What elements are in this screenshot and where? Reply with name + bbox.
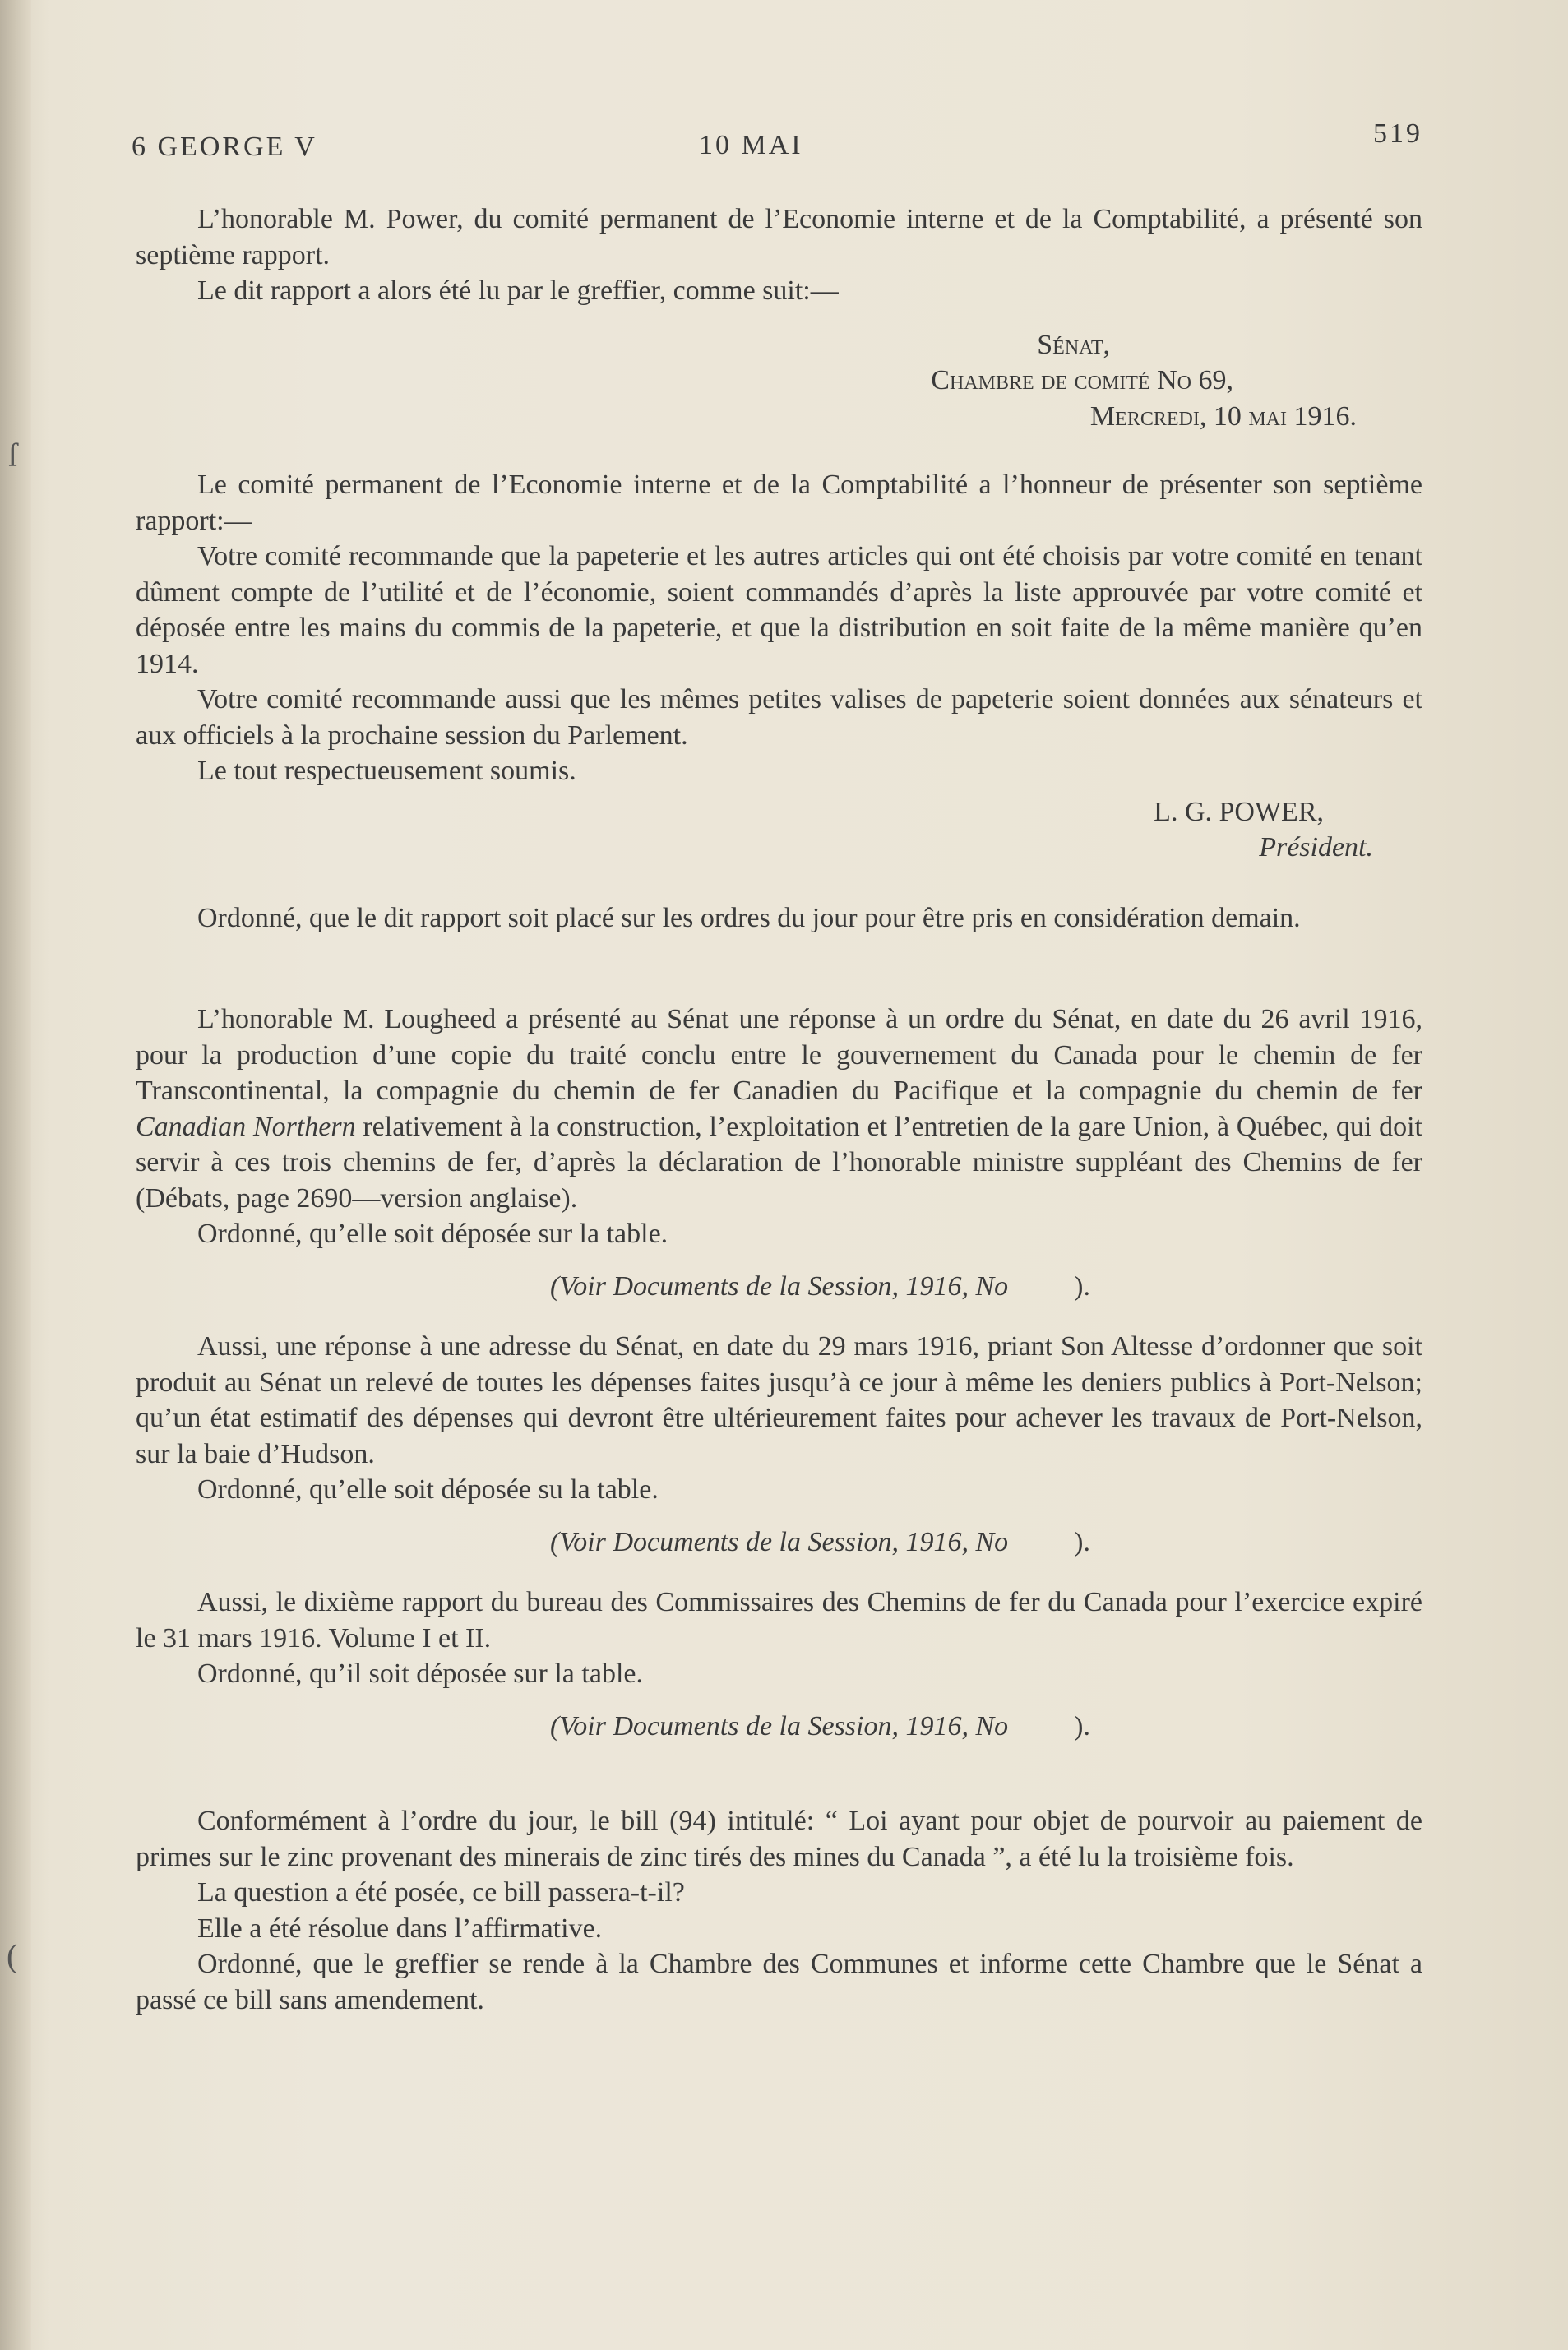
bill-paragraph: Conformément à l’ordre du jour, le bill (94) intitulé: “ Loi ayant pour objet de pourvoir au paiement de primes sur le zinc provenant des minerais de zinc tirés des mines du Canada ”, a été lu la troisième fois. xyxy=(136,1806,1422,1872)
report-heading-date: Mercredi, 10 mai 1916. xyxy=(1089,400,1357,432)
document-reference xyxy=(218,1709,1422,1745)
lougheed-paragraph xyxy=(136,1002,1422,1216)
report-paragraph: Le comité permanent de l’Economie interne et de la Comptabilité a l’honneur de présenter son septième rapport:— xyxy=(136,470,1422,536)
order-paragraph: Ordonné, qu’elle soit déposée su la table. xyxy=(197,1474,659,1505)
bill-paragraph: Elle a été résolue dans l’affirmative. xyxy=(197,1913,603,1944)
document-reference-text: (Voir Documents de la Session, 1916, No xyxy=(549,1526,1009,1557)
document-reference xyxy=(218,1269,1422,1305)
page-body xyxy=(136,201,1422,2018)
lougheed-company-name: Canadian Northern xyxy=(136,1111,356,1142)
intro-paragraph: L’honorable M. Power, du comité permanent de l’Economie interne et de la Comptabilité, a présenté son septième rapport. xyxy=(136,204,1422,271)
report-paragraph: Le tout respectueusement soumis. xyxy=(197,756,576,786)
order-paragraph: Ordonné, qu’il soit déposée sur la table. xyxy=(197,1658,643,1689)
margin-mark: ( xyxy=(7,1937,18,1974)
document-reference-text: (Voir Documents de la Session, 1916, No xyxy=(549,1270,1009,1302)
report-heading-senat: Sénat, xyxy=(1037,329,1110,360)
document-reference xyxy=(218,1524,1422,1561)
running-header xyxy=(132,118,1422,173)
document-reference-text: (Voir Documents de la Session, 1916, No xyxy=(549,1710,1009,1742)
header-regnal-year: 6 GEORGE V xyxy=(132,132,317,162)
report-signature: L. G. POWER, xyxy=(1154,796,1324,827)
document-reference-close: ). xyxy=(1074,1270,1090,1302)
lougheed-text: relativement à la construction, l’exploitation et l’entretien de la gare Union, à Québec, qui doit servir à ces trois chemins de fer, d’après la déclaration de l’honorable ministre suppléant des Chemins de fer (Débats, page 2690—version anglaise). xyxy=(136,1111,1422,1214)
report-heading-chambre: Chambre de comité No 69, xyxy=(931,365,1233,396)
binding-gutter xyxy=(0,0,31,2350)
bill-paragraph: La question a été posée, ce bill passera-t-il? xyxy=(197,1877,685,1908)
order-paragraph: Ordonné, qu’elle soit déposée sur la table. xyxy=(197,1219,668,1249)
order-paragraph: Ordonné, que le dit rapport soit placé sur les ordres du jour pour être pris en considération demain. xyxy=(197,902,1301,933)
lougheed-text: L’honorable M. Lougheed a présenté au Sénat une réponse à un ordre du Sénat, en date du 26 avril 1916, pour la production d’une copie du traité conclu entre le gouvernement du Canada pour le chemin de fer Transcontinental, la compagnie du chemin de fer Canadien du Pacifique et la compagnie du chemin de fer xyxy=(136,1004,1422,1106)
report-paragraph: Votre comité recommande aussi que les mêmes petites valises de papeterie soient données aux sénateurs et aux officiels à la prochaine session du Parlement. xyxy=(136,684,1422,751)
port-nelson-paragraph: Aussi, une réponse à une adresse du Sénat, en date du 29 mars 1916, priant Son Altesse d’ordonner que soit produit au Sénat un relevé de toutes les dépenses faites jusqu’à ce jour à même les deniers publics à Port-Nelson; qu’un état estimatif des dépenses qui devront être ultérieurement faites pour achever les travaux de Port-Nelson, sur la baie d’Hudson. xyxy=(136,1331,1422,1469)
commissaires-paragraph: Aussi, le dixième rapport du bureau des Commissaires des Chemins de fer du Canada pour l’exercice expiré le 31 mars 1916. Volume I et II. xyxy=(136,1587,1422,1654)
report-signature-title: Président. xyxy=(1259,832,1373,863)
document-reference-close: ). xyxy=(1074,1710,1090,1742)
document-reference-close: ). xyxy=(1074,1526,1090,1557)
page-number: 519 xyxy=(1373,118,1422,149)
bill-paragraph: Ordonné, que le greffier se rende à la Chambre des Communes et informe cette Chambre que le Sénat a passé ce bill sans amendement. xyxy=(136,1949,1422,2015)
header-date: 10 MAI xyxy=(699,130,803,160)
margin-mark: ſ xyxy=(8,437,18,474)
report-paragraph: Votre comité recommande que la papeterie et les autres articles qui ont été choisis par votre comité en tenant dûment compte de l’utilité et de l’économie, soient commandés d’après la liste approuvée par votre comité et déposée entre les mains du commis de la papeterie, et que la distribution en soit faite de la même manière qu’en 1914. xyxy=(136,541,1422,679)
intro-paragraph: Le dit rapport a alors été lu par le greffier, comme suit:— xyxy=(197,275,839,306)
